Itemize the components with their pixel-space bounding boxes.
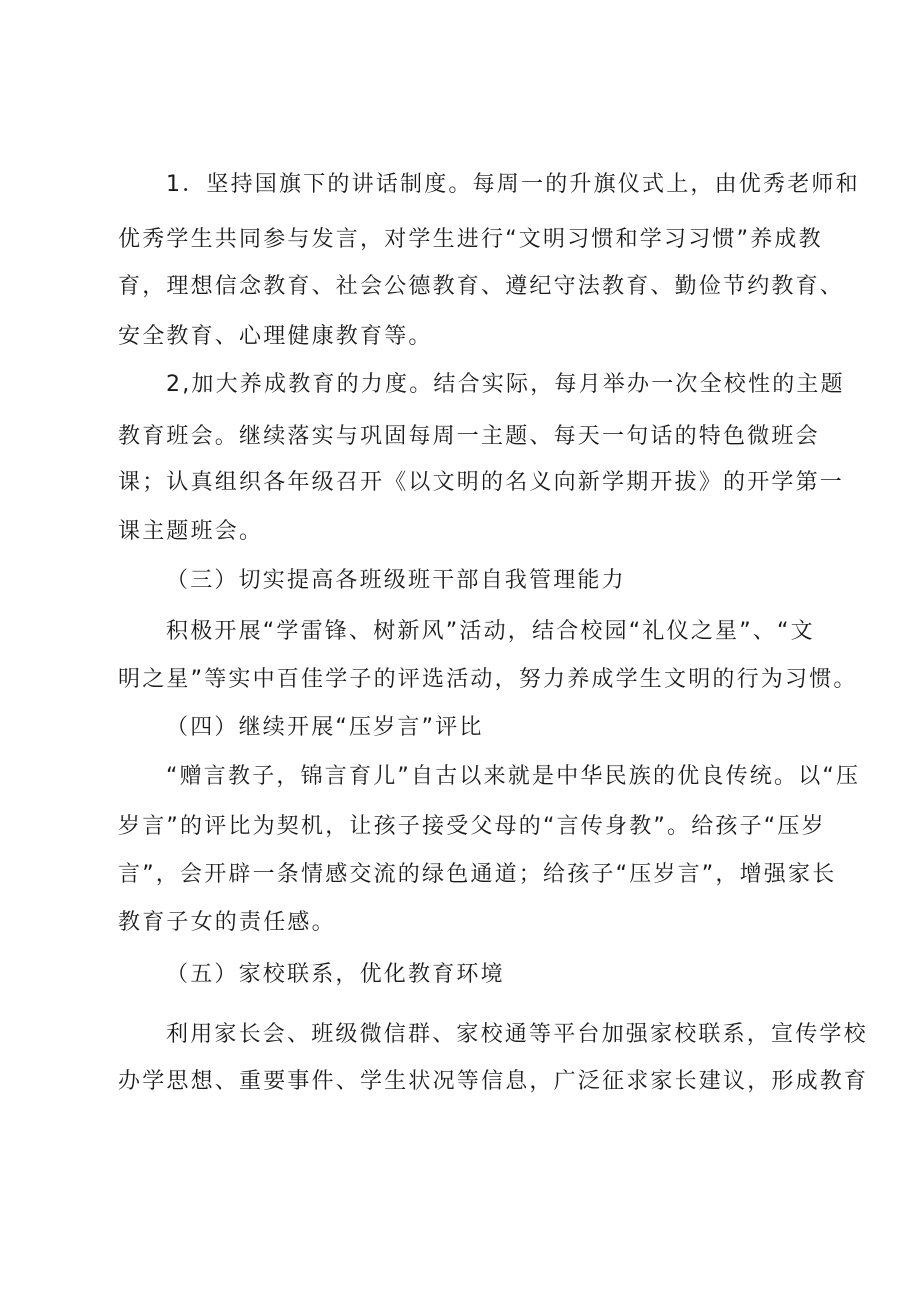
paragraph-3-line-1: 积极开展“学雷锋、树新风”活动，结合校园“礼仪之星”、“文 [166,619,815,644]
paragraph-2-line-3: 课；认真组织各年级召开《以文明的名义向新学期开拔》的开学第一 [118,470,845,495]
paragraph-1-line-1: 1．坚持国旗下的讲话制度。每周一的升旗仪式上，由优秀老师和 [166,172,860,197]
paragraph-2-line-4: 课主题班会。 [118,519,264,544]
paragraph-1-line-3: 育，理想信念教育、社会公德教育、遵纪守法教育、勤俭节约教育、 [118,274,845,299]
paragraph-2-line-2: 教育班会。继续落实与巩固每周一主题、每天一句话的特色微班会 [118,424,820,449]
paragraph-4-line-1: “赠言教子，锦言育儿”自古以来就是中华民族的优良传统。以“压 [166,764,861,789]
paragraph-4-line-2: 岁言”的评比为契机，让孩子接受父母的“言传身教”。给孩子“压岁 [118,814,826,839]
paragraph-2-line-1: 2,加大养成教育的力度。结合实际，每月举办一次全校性的主题 [166,372,845,397]
paragraph-5-line-1: 利用家长会、班级微信群、家校通等平台加强家校联系，宣传学校 [166,1022,868,1047]
paragraph-4-line-4: 教育子女的责任感。 [118,910,336,935]
section-heading-5: （五）家校联系，优化教育环境 [166,962,505,987]
section-heading-3: （三）切实提高各班级班干部自我管理能力 [166,568,626,593]
paragraph-1-line-2: 优秀学生共同参与发言，对学生进行“文明习惯和学习习惯”养成教 [118,227,823,252]
paragraph-1-line-4: 安全教育、心理健康教育等。 [118,324,433,349]
paragraph-5-line-2: 办学思想、重要事件、学生状况等信息，广泛征求家长建议，形成教育 [118,1069,869,1094]
paragraph-4-line-3: 言”，会开辟一条情感交流的绿色通道；给孩子“压岁言”，增强家长 [118,862,837,887]
section-heading-4: （四）继续开展“压岁言”评比 [166,715,484,740]
paragraph-3-line-2: 明之星”等实中百佳学子的评选活动，努力养成学生文明的行为习惯。 [118,667,858,692]
